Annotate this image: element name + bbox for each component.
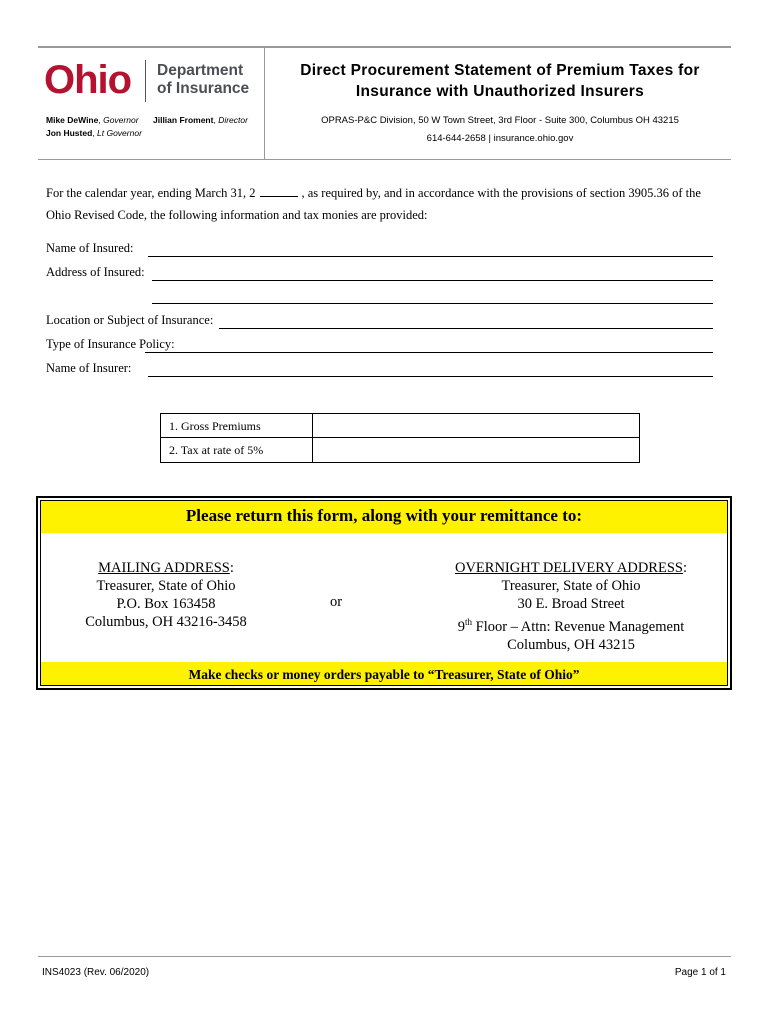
address-of-insured-field[interactable] xyxy=(152,280,713,281)
form-title: Direct Procurement Statement of Premium Taxes for Insurance with Unauthorized Insurers xyxy=(300,62,700,100)
overnight-address-header: OVERNIGHT DELIVERY ADDRESS xyxy=(454,560,683,576)
name-of-insurer-field[interactable] xyxy=(148,376,713,377)
official-director: Jillian Froment, Director xyxy=(153,115,248,125)
tax-rate-label: 2. Tax at rate of 5% xyxy=(161,438,313,462)
footer-rule xyxy=(38,956,731,957)
name-of-insured-label: Name of Insured: xyxy=(46,241,134,255)
tax-amount-field[interactable] xyxy=(314,438,639,462)
payable-note: Make checks or money orders payable to “Treasurer, State of Ohio” xyxy=(188,667,580,682)
division-address: OPRAS-P&C Division, 50 W Town Street, 3rd Floor - Suite 300, Columbus OH 43215 xyxy=(321,115,679,126)
header-divider xyxy=(264,48,265,160)
type-of-policy-label: Type of Insurance Policy: xyxy=(46,337,175,351)
gross-premiums-label: 1. Gross Premiums xyxy=(161,414,313,438)
table-row xyxy=(161,414,639,438)
remittance-heading: Please return this form, along with your remittance to: xyxy=(185,506,583,525)
mailing-address-header: MAILING ADDRESS xyxy=(98,560,230,576)
header-bottom-rule xyxy=(38,159,731,160)
official-lt-governor: Jon Husted, Lt Governor xyxy=(46,128,142,138)
type-of-policy-field[interactable] xyxy=(145,352,713,353)
location-subject-field[interactable] xyxy=(219,328,713,329)
address-of-insured-field-line2[interactable] xyxy=(152,303,713,304)
or-separator: or xyxy=(330,594,343,610)
official-governor: Mike DeWine, Governor xyxy=(46,115,139,125)
ohio-logo-text: Ohio xyxy=(44,58,132,102)
gross-premiums-field[interactable] xyxy=(314,414,639,438)
form-id: INS4023 (Rev. 06/2020) xyxy=(42,967,150,978)
overnight-address: OVERNIGHT DELIVERY ADDRESS: Treasurer, State of Ohio 30 E. Broad Street 9th Floor – Attn: Revenue Management Columbus, OH 43215 xyxy=(454,560,687,653)
premium-table xyxy=(160,413,640,463)
mailing-address: MAILING ADDRESS: Treasurer, State of Ohio P.O. Box 163458 Columbus, OH 43216-3458 xyxy=(85,560,247,630)
page-number: Page 1 of 1 xyxy=(674,967,726,978)
department-name: Department of Insurance xyxy=(157,62,250,97)
intro-paragraph: For the calendar year, ending March 31, 2 , as required by, and in accordance with the provisions of section 3905.36 of the Ohio Revised Code, the following information and tax monies are provided: xyxy=(46,186,701,222)
table-row xyxy=(161,437,639,462)
header-top-rule xyxy=(38,46,731,48)
name-of-insurer-label: Name of Insurer: xyxy=(46,361,132,375)
ohio-logo xyxy=(44,58,142,102)
location-subject-label: Location or Subject of Insurance: xyxy=(46,313,214,327)
year-field[interactable] xyxy=(260,185,298,197)
logo-separator xyxy=(145,60,146,102)
name-of-insured-field[interactable] xyxy=(148,256,713,257)
address-of-insured-label: Address of Insured: xyxy=(46,265,145,279)
contact-line: 614-644-2658 | insurance.ohio.gov xyxy=(426,133,574,144)
